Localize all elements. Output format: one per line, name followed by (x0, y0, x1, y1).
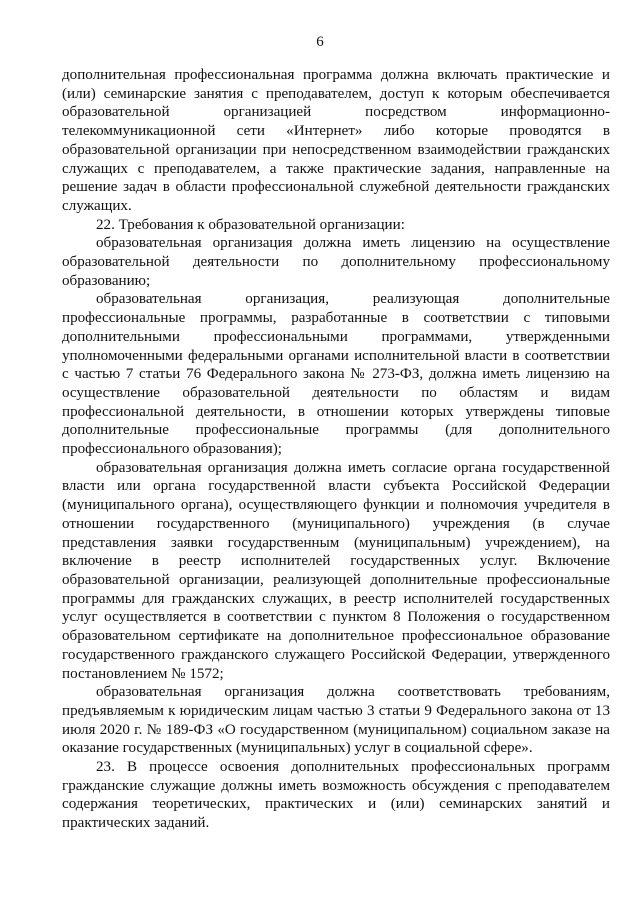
paragraph-legal-entity-requirements: образовательная организация должна соответствовать требованиям, предъявляемым к юридическим лицам частью 3 статьи 9 Федерального закона от 13 июля 2020 г. № 189-ФЗ «О государственном (муниципальном) социальном заказе на оказание государственных (муниципальных) услуг в социальной сфере». (62, 684, 610, 757)
page-number: 6 (316, 34, 324, 50)
paragraph-item-23: 23. В процессе освоения дополнительных профессиональных программ гражданские служащие должны иметь возможность обсуждения с преподавателем содержания теоретических, практических и (или) семинарских занятий и практических заданий. (62, 759, 610, 832)
paragraph-continuation: дополнительная профессиональная программа должна включать практические и (или) семинарские занятия с преподавателем, доступ к которым обеспечивается образовательной организацией посредством информационно-телекоммуникационной сети «Интернет» либо которые проводятся в образовательной организации при непосредственном взаимодействии гражданских служащих с преподавателем, а также практические задания, направленные на решение задач в области профессиональной служебной деятельности гражданских служащих. (62, 67, 610, 214)
paragraph-license-requirement: образовательная организация должна иметь лицензию на осуществление образовательной деятельности по дополнительному профессиональному образованию; (62, 235, 610, 289)
paragraph-typical-programs-license: образовательная организация, реализующая дополнительные профессиональные программы, разработанные в соответствии с типовыми дополнительными профессиональными программами, утвержденными уполномоченными федеральными органами исполнительной власти в соответствии с частью 7 статьи 76 Федерального закона № 273-ФЗ, должна иметь лицензию на осуществление образовательной деятельности по областям и видам профессиональной деятельности, в отношении которых утверждены типовые дополнительные профессиональные программы (для дополнительного профессионального образования); (62, 291, 610, 458)
paragraph-founder-consent: образовательная организация должна иметь согласие органа государственной власти или органа государственной власти субъекта Российской Федерации (муниципального органа), осуществляющего функции и полномочия учредителя в отношении государственного (муниципального) учреждения (в случае представления заявки государственным (муниципальным) учреждением), на включение в реестр исполнителей государственных услуг. Включение образовательной организации, реализующей дополнительные профессиональные программы для гражданских служащих, в реестр исполнителей государственных услуг осуществляется в соответствии с пунктом 8 Положения о государственном образовательном сертификате на дополнительное профессиональное образование государственного гражданского служащего Российской Федерации, утвержденного постановлением № 1572; (62, 459, 610, 682)
document-body (62, 66, 610, 833)
paragraph-item-22-heading: 22. Требования к образовательной организации: (96, 216, 405, 233)
